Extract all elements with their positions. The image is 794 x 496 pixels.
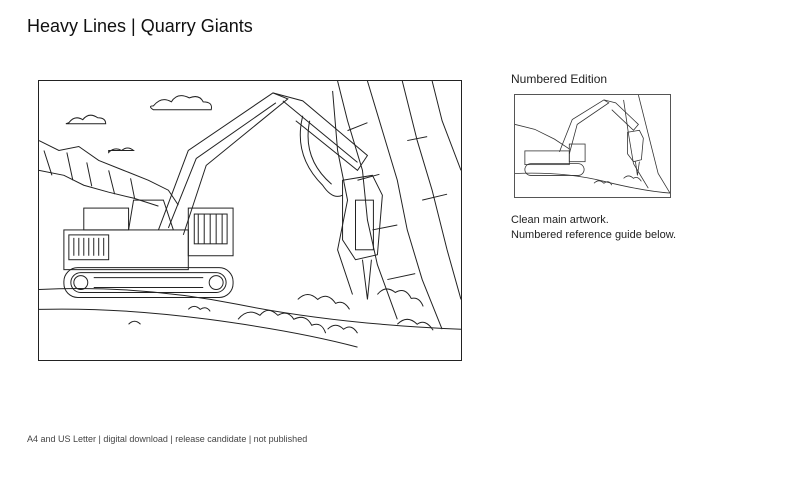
note-line-reference-guide: Numbered reference guide below. xyxy=(511,229,677,241)
footer-info: A4 and US Letter | digital download | release candidate | not published xyxy=(27,434,308,444)
numbered-edition-heading: Numbered Edition xyxy=(511,72,608,86)
numbered-edition-thumbnail[interactable] xyxy=(514,94,671,198)
preview-note xyxy=(511,213,676,243)
page-title: Heavy Lines | Quarry Giants xyxy=(27,16,253,36)
main-artwork xyxy=(38,80,462,361)
excavator-line-art xyxy=(39,81,461,360)
thumbnail-line-art xyxy=(515,95,670,197)
note-line-clean-artwork: Clean main artwork. xyxy=(511,214,609,226)
